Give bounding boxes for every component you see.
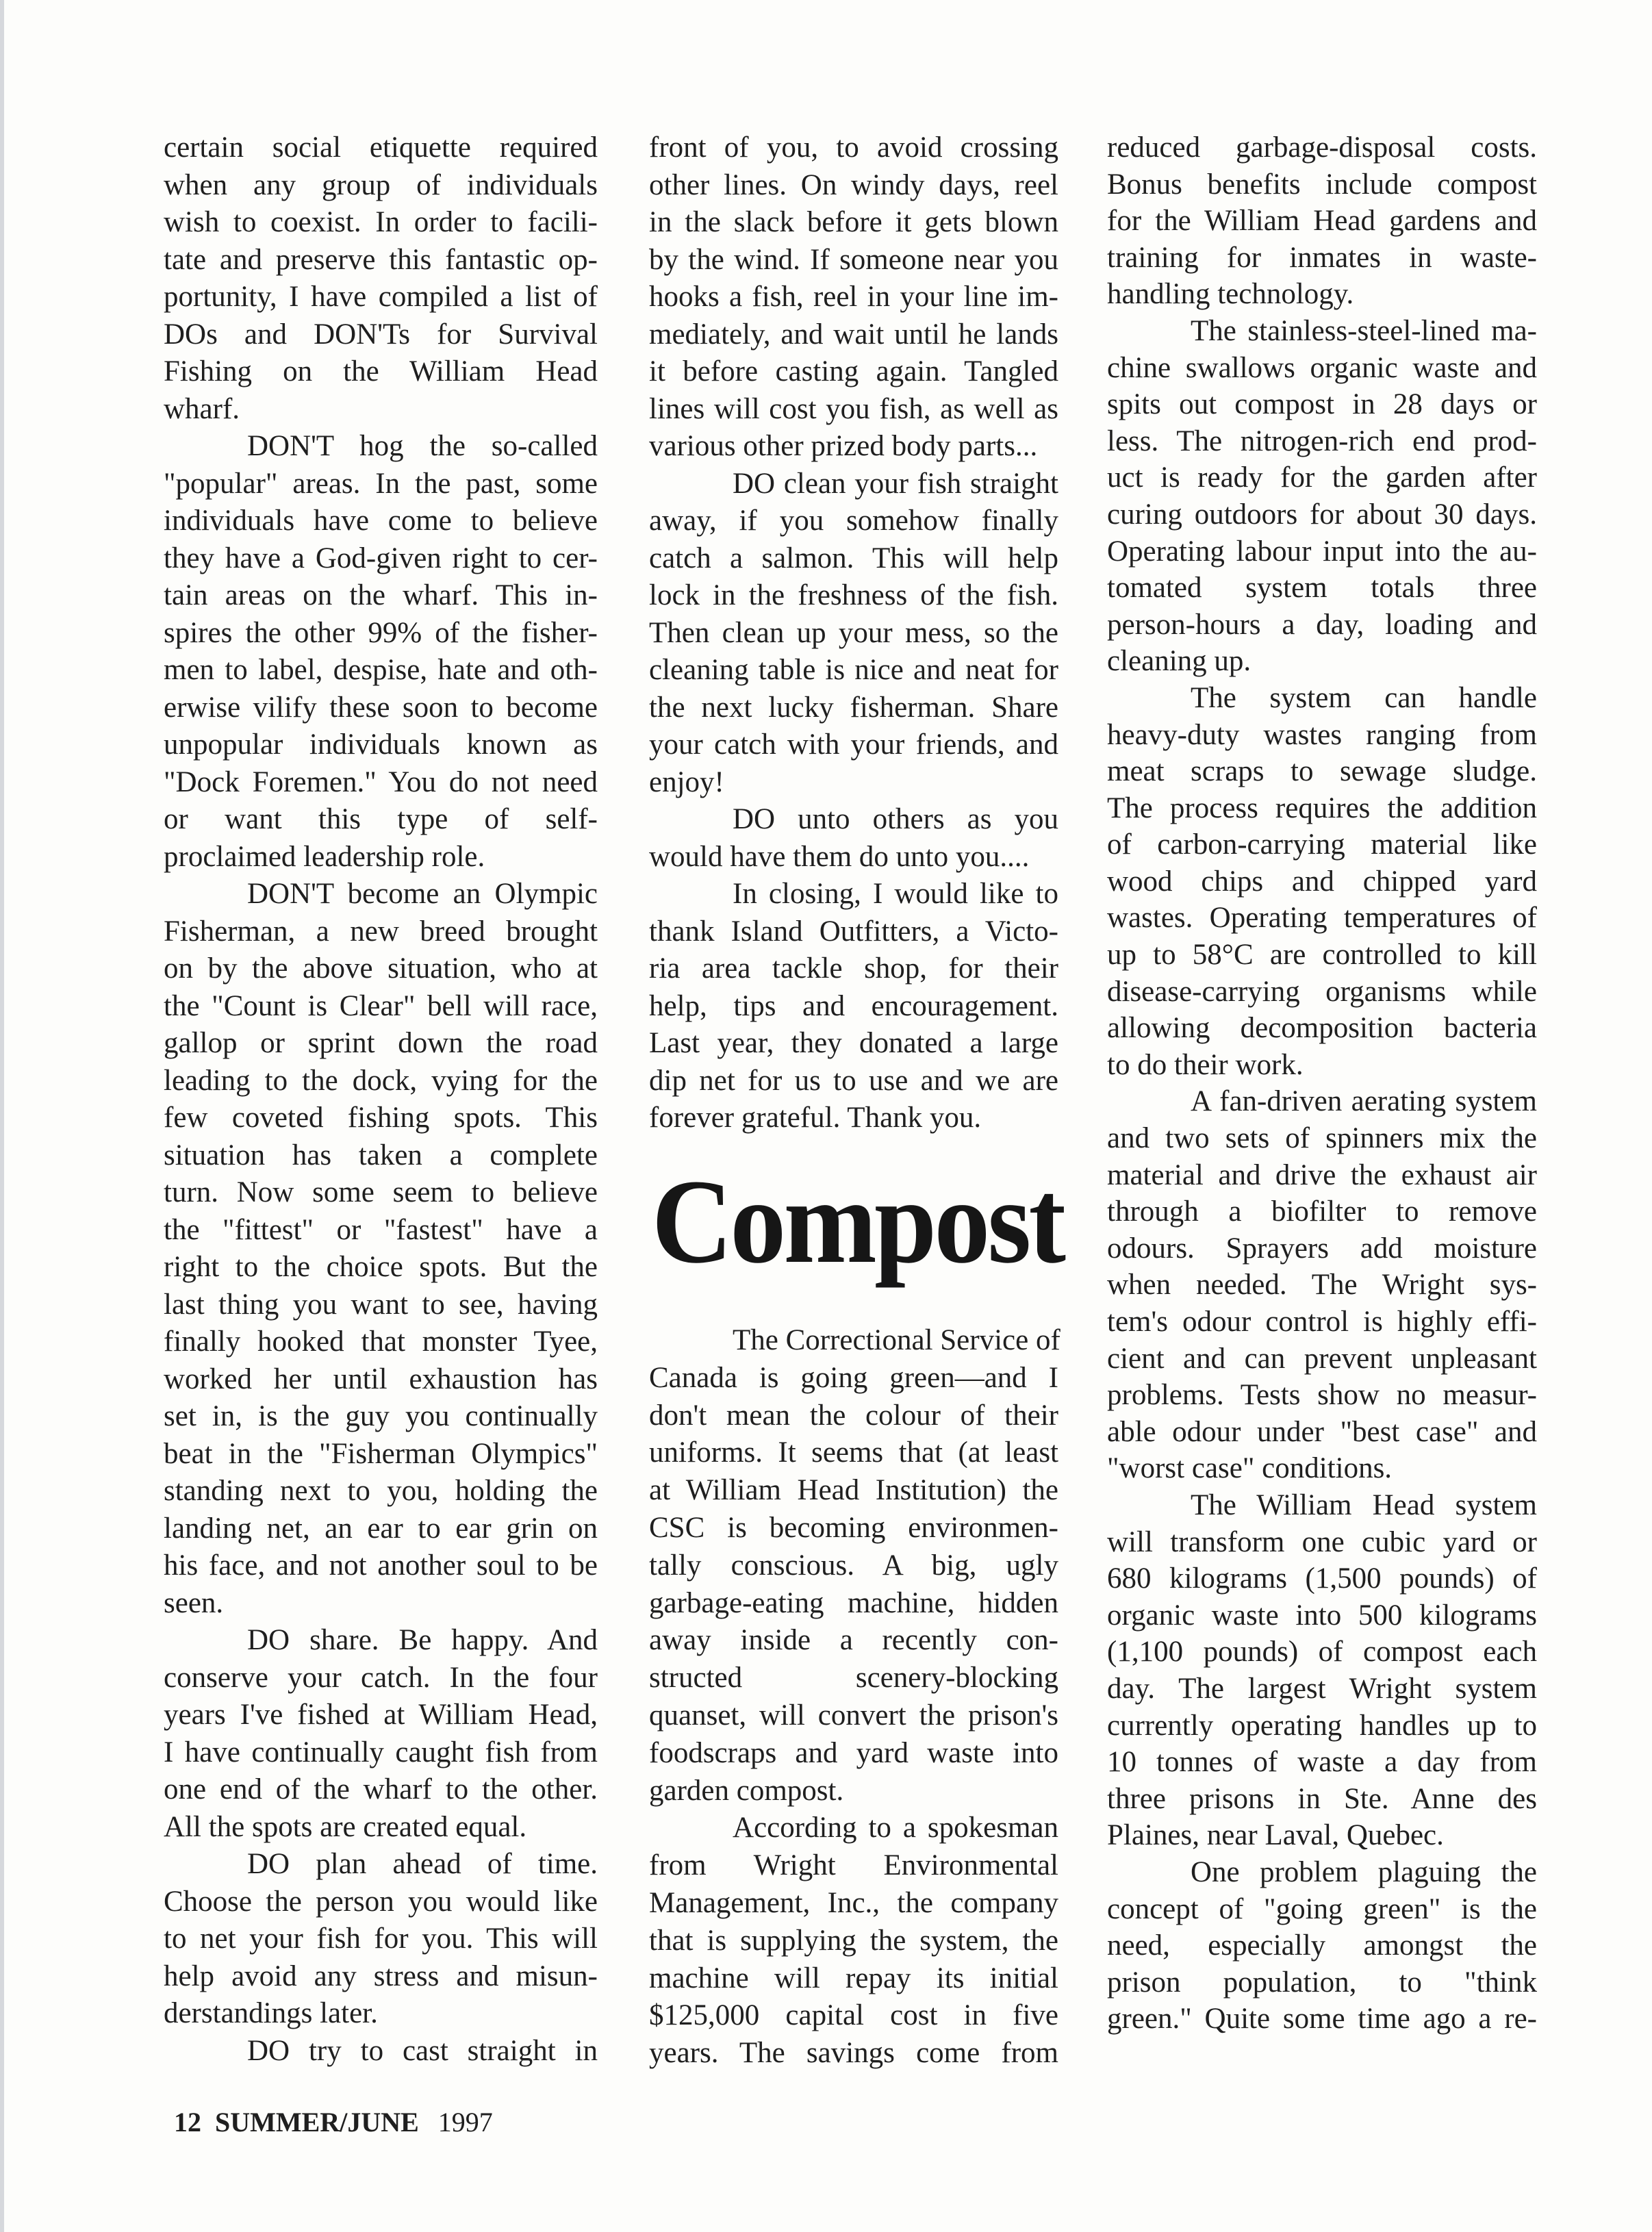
text-line: structed scenery-blocking (649, 1662, 1058, 1695)
article-column-2-bottom (649, 1322, 1058, 2072)
text-line: the "Count is Clear" bell will race, (164, 989, 598, 1022)
text-line: need, especially amongst the (1107, 1929, 1537, 1962)
text-line: uct is ready for the garden after (1107, 461, 1537, 494)
text-line: conserve your catch. In the four (164, 1661, 598, 1694)
text-line: dip net for us to use and we are (649, 1064, 1058, 1097)
text-line: organic waste into 500 kilograms (1107, 1599, 1537, 1632)
text-line: that is supplying the system, the (649, 1924, 1058, 1957)
text-line: for the William Head gardens and (1107, 205, 1537, 238)
text-line: DON'T become an Olympic (247, 878, 598, 910)
text-line: thank Island Outfitters, a Victo- (649, 915, 1058, 948)
text-line: at William Head Institution) the (649, 1474, 1058, 1507)
text-line: when needed. The Wright sys- (1107, 1269, 1537, 1302)
text-line: The William Head system (1191, 1488, 1537, 1521)
text-line: According to a spokesman (733, 1812, 1058, 1844)
text-line: material and drive the exhaust air (1107, 1158, 1537, 1191)
text-line: lock in the freshness of the fish. (649, 579, 1058, 611)
text-line: The stainless-steel-lined ma- (1191, 314, 1537, 347)
text-line: A fan-driven aerating system (1191, 1085, 1537, 1118)
text-line: the "fittest" or "fastest" have a (164, 1213, 598, 1246)
text-line: able odour under "best case" and (1107, 1415, 1537, 1448)
text-line: to do their work. (1107, 1048, 1304, 1081)
text-line: ria area tackle shop, for their (649, 952, 1058, 985)
text-line: lines will cost you fish, as well as (649, 392, 1058, 425)
text-line: from Wright Environmental (649, 1849, 1058, 1882)
text-line: garden compost. (649, 1774, 844, 1807)
text-line: various other prized body parts... (649, 430, 1038, 462)
text-line: landing net, an ear to ear grin on (164, 1512, 598, 1545)
text-line: quanset, will convert the prison's (649, 1699, 1058, 1732)
text-line: Management, Inc., the company (649, 1886, 1058, 1919)
text-line: DO clean your fish straight (733, 467, 1058, 500)
article-column-2-top (649, 129, 1058, 1137)
text-line: catch a salmon. This will help (649, 542, 1058, 574)
text-line: curing outdoors for about 30 days. (1107, 498, 1537, 531)
text-line: DO unto others as you (733, 803, 1058, 835)
text-line: right to the choice spots. But the (164, 1251, 598, 1283)
text-line: tate and preserve this fantastic op- (164, 243, 598, 276)
text-line: day. The largest Wright system (1107, 1672, 1537, 1705)
text-line: men to label, despise, hate and oth- (164, 654, 598, 686)
text-line: disease-carrying organisms while (1107, 975, 1537, 1008)
page-footer (174, 2105, 493, 2140)
text-line: portunity, I have compiled a list of (164, 281, 598, 313)
text-line: years. The savings come from (649, 2037, 1058, 2070)
text-line: or want this type of self- (164, 803, 598, 835)
text-line: 10 tonnes of waste a day from (1107, 1746, 1537, 1779)
article-column-3 (1107, 129, 1537, 2038)
text-line: hooks a fish, reel in your line im- (649, 281, 1058, 313)
scan-edge (0, 0, 4, 2232)
text-line: prison population, to "think (1107, 1966, 1537, 1999)
text-line: turn. Now some seem to believe (164, 1176, 598, 1208)
text-line: All the spots are created equal. (164, 1810, 527, 1843)
text-line: away inside a recently con- (649, 1624, 1058, 1657)
text-line: will transform one cubic yard or (1107, 1525, 1537, 1558)
text-line: individuals have come to believe (164, 505, 598, 537)
text-line: and two sets of spinners mix the (1107, 1122, 1537, 1155)
text-line: cleaning table is nice and neat for (649, 654, 1058, 686)
text-line: meat scraps to sewage sludge. (1107, 755, 1537, 788)
text-line: The Correctional Service of (733, 1324, 1060, 1356)
text-line: "Dock Foremen." You do not need (164, 765, 598, 798)
text-line: Fisherman, a new breed brought (164, 915, 598, 948)
text-line: spits out compost in 28 days or (1107, 388, 1537, 421)
text-line: problems. Tests show no measur- (1107, 1379, 1537, 1412)
text-line: up to 58°C are controlled to kill (1107, 939, 1537, 972)
text-line: few coveted fishing spots. This (164, 1102, 598, 1134)
text-line: would have them do unto you.... (649, 840, 1030, 873)
text-line: beat in the "Fisherman Olympics" (164, 1437, 598, 1470)
text-line: don't mean the colour of their (649, 1399, 1058, 1432)
text-line: concept of "going green" is the (1107, 1892, 1537, 1925)
text-line: Fishing on the William Head (164, 355, 598, 388)
text-line: enjoy! (649, 765, 724, 798)
text-line: your catch with your friends, and (649, 728, 1058, 761)
text-line: DO plan ahead of time. (247, 1848, 598, 1880)
text-line: uniforms. It seems that (at least (649, 1436, 1058, 1469)
text-line: wharf. (164, 392, 240, 425)
text-line: derstandings later. (164, 1997, 378, 2029)
text-line: $125,000 capital cost in five (649, 1999, 1058, 2032)
text-line: Then clean up your mess, so the (649, 616, 1058, 649)
text-line: less. The nitrogen-rich end prod- (1107, 424, 1537, 457)
text-line: currently operating handles up to (1107, 1709, 1537, 1742)
text-line: proclaimed leadership role. (164, 840, 485, 873)
text-line: The process requires the addition (1107, 791, 1537, 824)
text-line: last thing you want to see, having (164, 1288, 598, 1321)
text-line: three prisons in Ste. Anne des (1107, 1782, 1537, 1815)
text-line: wood chips and chipped yard (1107, 865, 1537, 898)
text-line: training for inmates in waste- (1107, 241, 1537, 274)
text-line: green." Quite some time ago a re- (1107, 2003, 1537, 2036)
text-line: The system can handle (1191, 681, 1537, 714)
text-line: help avoid any stress and misun- (164, 1960, 598, 1992)
issue-name: SUMMER/JUNE (215, 2107, 419, 2138)
text-line: unpopular individuals known as (164, 728, 598, 761)
text-line: cleaning up. (1107, 645, 1251, 678)
text-line: cient and can prevent unpleasant (1107, 1342, 1537, 1375)
text-line: his face, and not another soul to be (164, 1549, 598, 1582)
article-column-1 (164, 129, 598, 2070)
text-line: Canada is going green—and I (649, 1361, 1058, 1394)
text-line: away, if you somehow finally (649, 505, 1058, 537)
text-line: In closing, I would like to (733, 878, 1058, 910)
text-line: tomated system totals three (1107, 572, 1537, 605)
text-line: the next lucky fisherman. Share (649, 691, 1058, 724)
text-line: in the slack before it gets blown (649, 206, 1058, 238)
text-line: One problem plaguing the (1191, 1855, 1537, 1888)
text-line: heavy-duty wastes ranging from (1107, 718, 1537, 751)
text-line: they have a God-given right to cer- (164, 542, 598, 574)
text-line: one end of the wharf to the other. (164, 1773, 598, 1805)
text-line: allowing decomposition bacteria (1107, 1012, 1537, 1045)
text-line: Last year, they donated a large (649, 1027, 1058, 1059)
text-line: wastes. Operating temperatures of (1107, 902, 1537, 935)
text-line: foodscraps and yard waste into (649, 1736, 1058, 1769)
text-line: of carbon-carrying material like (1107, 828, 1537, 861)
text-line: worked her until exhaustion has (164, 1362, 598, 1395)
text-line: "popular" areas. In the past, some (164, 467, 598, 500)
text-line: certain social etiquette required (164, 131, 598, 164)
text-line: to net your fish for you. This will (164, 1923, 598, 1955)
issue-year: 1997 (437, 2107, 493, 2138)
text-line: mediately, and wait until he lands (649, 318, 1058, 351)
text-line: when any group of individuals (164, 168, 598, 201)
text-line: Choose the person you would like (164, 1885, 598, 1918)
text-line: spires the other 99% of the fisher- (164, 616, 598, 649)
text-line: help, tips and encouragement. (649, 989, 1058, 1022)
text-line: on by the above situation, who at (164, 952, 598, 985)
text-line: situation has taken a complete (164, 1139, 598, 1171)
page-number: 12 (174, 2107, 201, 2138)
text-line: wish to coexist. In order to facili- (164, 206, 598, 238)
text-line: by the wind. If someone near you (649, 243, 1058, 276)
text-line: tem's odour control is highly effi- (1107, 1306, 1537, 1338)
text-line: finally hooked that monster Tyee, (164, 1326, 598, 1358)
text-line: I have continually caught fish from (164, 1736, 598, 1768)
text-line: person-hours a day, loading and (1107, 608, 1537, 641)
text-line: reduced garbage-disposal costs. (1107, 131, 1537, 164)
text-line: seen. (164, 1586, 224, 1619)
text-line: CSC is becoming environmen- (649, 1511, 1058, 1544)
text-line: other lines. On windy days, reel (649, 168, 1058, 201)
text-line: tally conscious. A big, ugly (649, 1549, 1058, 1582)
text-line: tain areas on the wharf. This in- (164, 579, 598, 611)
text-line: garbage-eating machine, hidden (649, 1586, 1058, 1619)
compost-headline: Compost (651, 1155, 1064, 1289)
text-line: Operating labour input into the au- (1107, 535, 1537, 568)
text-line: odours. Sprayers add moisture (1107, 1232, 1537, 1265)
text-line: Plaines, near Laval, Quebec. (1107, 1819, 1444, 1852)
text-line: through a biofilter to remove (1107, 1195, 1537, 1228)
text-line: 680 kilograms (1,500 pounds) of (1107, 1562, 1537, 1595)
text-line: (1,100 pounds) of compost each (1107, 1636, 1537, 1669)
text-line: it before casting again. Tangled (649, 355, 1058, 388)
text-line: front of you, to avoid crossing (649, 131, 1058, 164)
text-line: DON'T hog the so-called (247, 430, 598, 462)
text-line: machine will repay its initial (649, 1962, 1058, 1994)
text-line: leading to the dock, vying for the (164, 1064, 598, 1097)
text-line: set in, is the guy you continually (164, 1400, 598, 1432)
text-line: erwise vilify these soon to become (164, 691, 598, 724)
text-line: DOs and DON'Ts for Survival (164, 318, 598, 351)
text-line: Bonus benefits include compost (1107, 168, 1537, 201)
text-line: "worst case" conditions. (1107, 1452, 1393, 1485)
text-line: DO share. Be happy. And (247, 1624, 598, 1656)
text-line: gallop or sprint down the road (164, 1027, 598, 1059)
text-line: DO try to cast straight in (247, 2034, 598, 2067)
text-line: years I've fished at William Head, (164, 1699, 598, 1731)
text-line: chine swallows organic waste and (1107, 351, 1537, 384)
text-line: standing next to you, holding the (164, 1475, 598, 1507)
text-line: handling technology. (1107, 278, 1354, 311)
text-line: forever grateful. Thank you. (649, 1102, 982, 1134)
